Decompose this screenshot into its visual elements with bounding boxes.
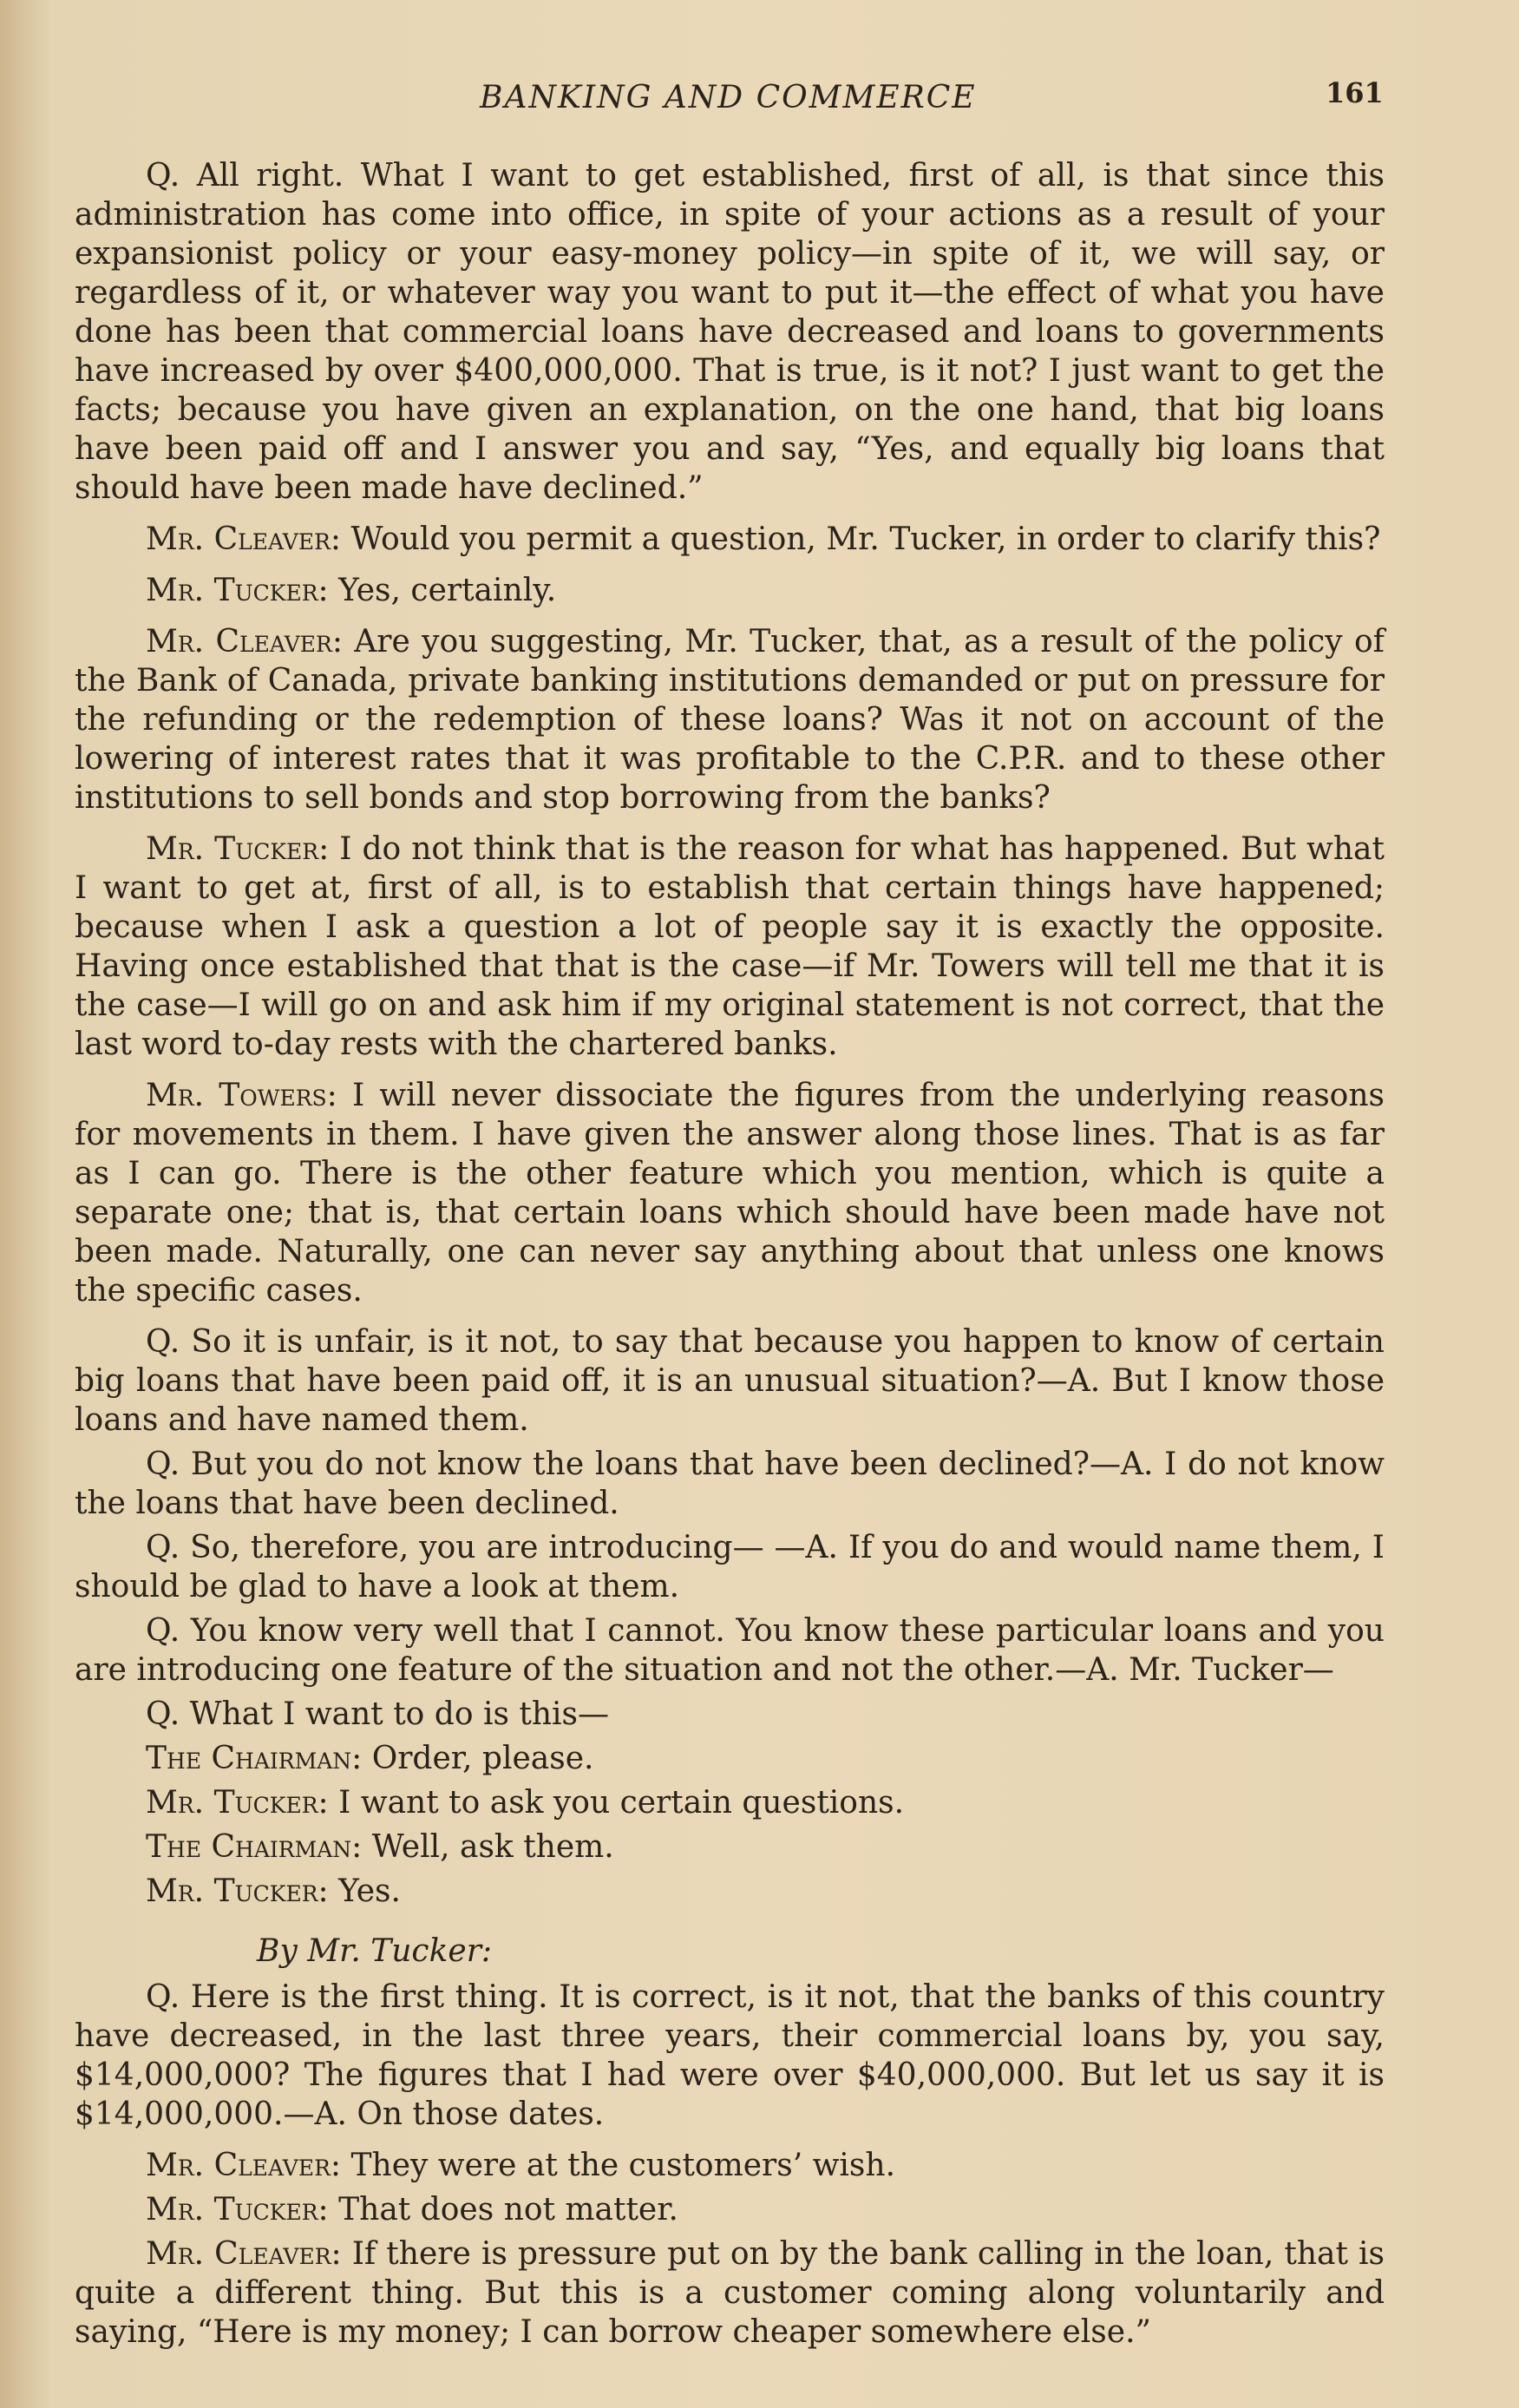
examiner-byline: By Mr. Tucker: bbox=[257, 1933, 493, 1969]
speaker: The Chairman: bbox=[146, 1741, 363, 1776]
paragraph bbox=[75, 1978, 1385, 2134]
paragraph bbox=[75, 2234, 1385, 2352]
speaker: Mr. Cleaver: bbox=[146, 522, 342, 557]
speaker: Mr. Tucker: bbox=[146, 831, 330, 867]
paragraph-text: Yes. bbox=[328, 1873, 401, 1909]
paragraph-text: Q. Here is the first thing. It is correct, is it not, that the banks of this country have decreased, in the last three years, their commercial loans by, you say, $14,000,000? The figures that I had were over $40,000,000. But let us say it is $14,000,000.—A. On those dates. bbox=[75, 1979, 1385, 2132]
paragraph-text: Q. All right. What I want to get established, first of all, is that since this administration has come into office, in spite of your actions as a result of your expansionist policy or your easy-money policy—in spite of it, we will say, or regardless of it, or whatever way you want to put it—the effect of what you have done has been that commercial loans have decreased and loans to governments have increased by over $400,000,000. That is true, is it not? I just want to get the facts; because you have given an explanation, on the one hand, that big loans have been paid off and I answer you and say, “Yes, and equally big loans that should have been made have declined.” bbox=[75, 158, 1385, 506]
page-body bbox=[75, 156, 1385, 2364]
paragraph bbox=[75, 1611, 1385, 1690]
paragraph bbox=[75, 1695, 1385, 1734]
speaker: Mr. Cleaver: bbox=[146, 624, 343, 659]
speaker: Mr. Tucker: bbox=[146, 1873, 329, 1909]
paragraph bbox=[75, 1739, 1385, 1778]
page-number: 161 bbox=[1326, 76, 1384, 109]
paragraph-text: They were at the customers’ wish. bbox=[341, 2148, 896, 2183]
paragraph-text: Q. You know very well that I cannot. You know these particular loans and you are introducing one feature of the situation and not the other.—A. Mr. Tucker— bbox=[75, 1613, 1385, 1688]
paragraph bbox=[75, 1528, 1385, 1606]
paragraph-text: Q. So it is unfair, is it not, to say that because you happen to know of certain big loans that have been paid off, it is an unusual situation?—A. But I know those loans and have named them. bbox=[75, 1324, 1385, 1438]
paragraph bbox=[75, 571, 1385, 610]
paragraph bbox=[75, 520, 1385, 559]
paragraph-text: Q. But you do not know the loans that have been declined?—A. I do not know the loans that have been declined. bbox=[75, 1447, 1385, 1521]
speaker: Mr. Tucker: bbox=[146, 573, 329, 608]
paragraph bbox=[75, 1827, 1385, 1867]
paragraph-text: Would you permit a question, Mr. Tucker, in order to clarify this? bbox=[341, 522, 1381, 557]
paragraph bbox=[75, 1076, 1385, 1310]
speaker: Mr. Cleaver: bbox=[146, 2148, 342, 2183]
paragraph bbox=[75, 156, 1385, 508]
paragraph-text: If there is pressure put on by the bank calling in the loan, that is quite a different thing. But this is a customer coming along voluntarily and saying, “Here is my money; I can borrow cheaper somewhere else.” bbox=[75, 2236, 1385, 2350]
paragraph bbox=[75, 1783, 1385, 1822]
running-header: BANKING AND COMMERCE bbox=[480, 80, 977, 115]
paragraph-text: I want to ask you certain questions. bbox=[328, 1785, 905, 1821]
paragraph-text: Yes, certainly. bbox=[328, 573, 557, 608]
paragraph-text: Well, ask them. bbox=[362, 1829, 614, 1865]
paragraph-text: I do not think that is the reason for what has happened. But what I want to get at, first of all, is to establish that certain things have happened; because when I ask a question a lot of people say it is exactly the opposite. Having once established that that is the case—if Mr. Towers will tell me that it is the case—I will go on and ask him if my original statement is not correct, that the last word to-day rests with the chartered banks. bbox=[75, 831, 1385, 1062]
paragraph-text: Q. So, therefore, you are introducing— —A. If you do and would name them, I should be glad to have a look at them. bbox=[75, 1530, 1385, 1604]
speaker: Mr. Cleaver: bbox=[146, 2236, 342, 2272]
paragraph bbox=[75, 830, 1385, 1064]
speaker: Mr. Towers: bbox=[146, 1078, 337, 1113]
speaker: Mr. Tucker: bbox=[146, 2192, 329, 2228]
paragraph-text: Q. What I want to do is this— bbox=[146, 1696, 610, 1732]
speaker: Mr. Tucker: bbox=[146, 1785, 329, 1821]
paragraph bbox=[75, 1872, 1385, 1911]
paragraph-text: I will never dissociate the figures from the underlying reasons for movements in them. I have given the answer along those lines. That is as far as I can go. There is the other feature which you mention, which is quite a separate one; that is, that certain loans which should have been made have not been made. Naturally, one can never say anything about that unless one knows the specific cases. bbox=[75, 1078, 1385, 1309]
paragraph bbox=[75, 1445, 1385, 1523]
paragraph bbox=[75, 2146, 1385, 2185]
paragraph-text: Order, please. bbox=[362, 1741, 594, 1776]
paragraph-text: That does not matter. bbox=[328, 2192, 678, 2228]
paragraph bbox=[75, 1322, 1385, 1440]
paragraph-text: Are you suggesting, Mr. Tucker, that, as a result of the policy of the Bank of Canada, private banking institutions demanded or put on pressure for the refunding or the redemption of these loans? Was it not on account of the lowering of interest rates that it was profitable to the C.P.R. and to these other institutions to sell bonds and stop borrowing from the banks? bbox=[75, 624, 1385, 816]
paragraph bbox=[75, 2190, 1385, 2229]
paragraph bbox=[75, 622, 1385, 817]
speaker: The Chairman: bbox=[146, 1829, 363, 1865]
